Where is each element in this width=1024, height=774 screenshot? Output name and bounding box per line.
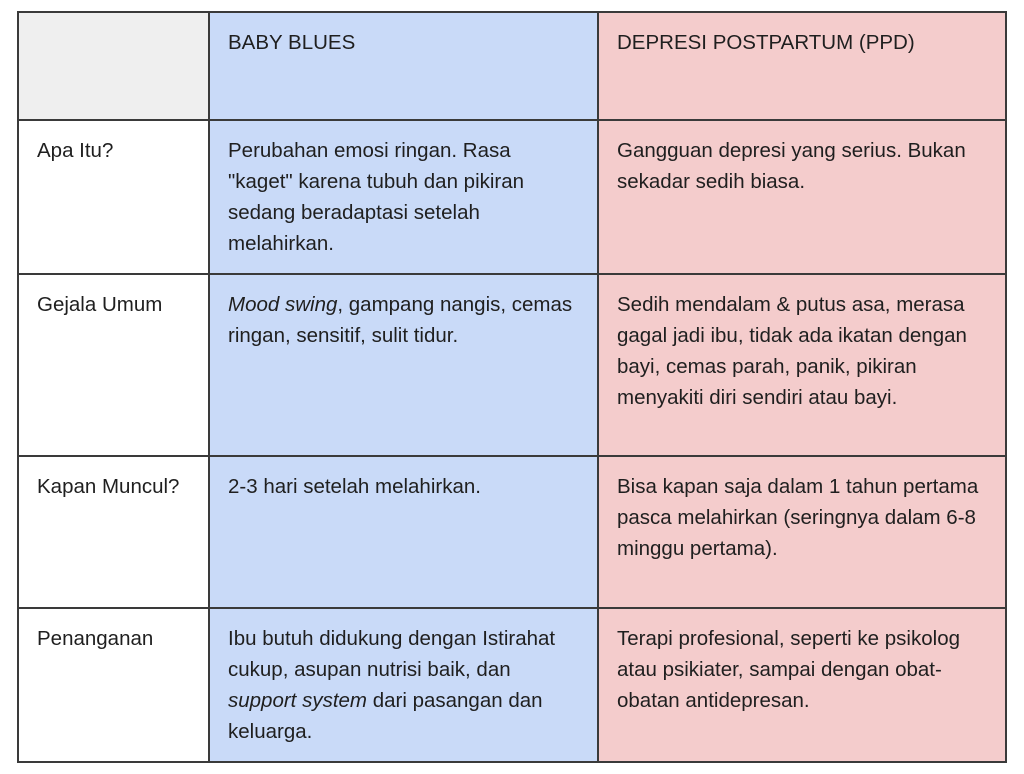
row-label-apa-itu: Apa Itu? — [18, 120, 209, 274]
cell-ppd-kapan-muncul: Bisa kapan saja dalam 1 tahun pertama pasca melahirkan (seringnya dalam 6-8 minggu pertama). — [598, 456, 1006, 608]
cell-baby-blues-apa-itu: Perubahan emosi ringan. Rasa "kaget" karena tubuh dan pikiran sedang beradaptasi setelah melahirkan. — [209, 120, 598, 274]
cell-text: Ibu butuh didukung dengan Istirahat cukup, asupan nutrisi baik, dan — [228, 627, 556, 681]
corner-cell — [18, 12, 209, 120]
row-label-gejala-umum: Gejala Umum — [18, 274, 209, 456]
emphasis-mood-swing: Mood swing — [228, 293, 338, 316]
cell-baby-blues-gejala-umum — [209, 274, 598, 456]
cell-text: , gampang nangis, cemas ringan, sensitif, sulit tidur. — [228, 293, 573, 347]
cell-baby-blues-penanganan — [209, 608, 598, 762]
column-header-ppd: DEPRESI POSTPARTUM (PPD) — [598, 12, 1006, 120]
column-header-baby-blues: BABY BLUES — [209, 12, 598, 120]
cell-baby-blues-kapan-muncul: 2-3 hari setelah melahirkan. — [209, 456, 598, 608]
cell-ppd-gejala-umum: Sedih mendalam & putus asa, merasa gagal jadi ibu, tidak ada ikatan dengan bayi, cemas parah, panik, pikiran menyakiti diri sendiri atau bayi. — [598, 274, 1006, 456]
cell-ppd-apa-itu: Gangguan depresi yang serius. Bukan sekadar sedih biasa. — [598, 120, 1006, 274]
row-label-kapan-muncul: Kapan Muncul? — [18, 456, 209, 608]
cell-text: dari pasangan dan keluarga. — [228, 689, 543, 743]
comparison-table — [17, 11, 1007, 763]
table-row — [18, 274, 1006, 456]
table-row — [18, 456, 1006, 608]
row-label-penanganan: Penanganan — [18, 608, 209, 762]
table-row — [18, 120, 1006, 274]
table-row — [18, 608, 1006, 762]
table-header-row — [18, 12, 1006, 120]
emphasis-support-system: support system — [228, 689, 367, 712]
cell-ppd-penanganan: Terapi profesional, seperti ke psikolog atau psikiater, sampai dengan obat-obatan antidepresan. — [598, 608, 1006, 762]
